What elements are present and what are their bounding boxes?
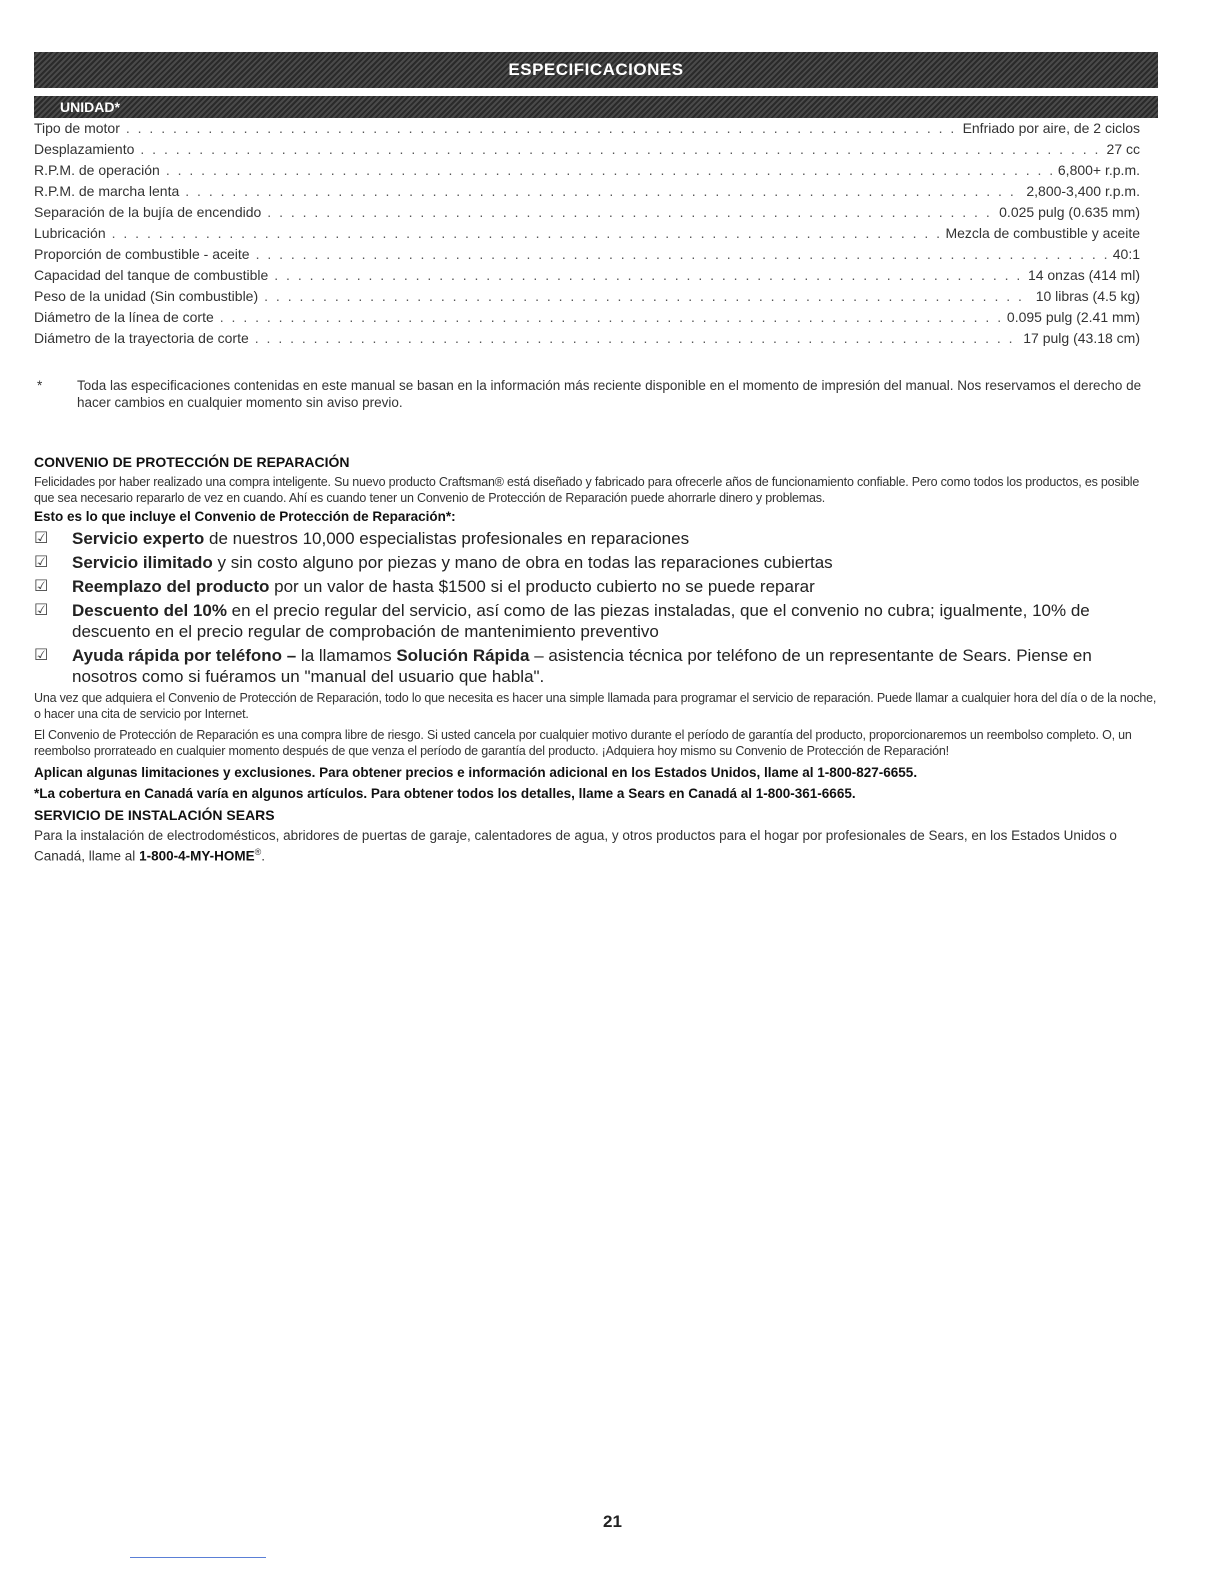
limitations-notice: Aplican algunas limitaciones y exclusiones. Para obtener precios e información adicional en los Estados Unidos, llame al 1-800-827-6655. <box>34 765 918 780</box>
spec-value: Enfriado por aire, de 2 ciclos <box>962 120 1140 136</box>
checkbox-icon: ☑ <box>34 602 49 619</box>
benefit-description: de nuestros 10,000 especialistas profesionales en reparaciones <box>204 529 690 548</box>
installation-title: SERVICIO DE INSTALACIÓN SEARS <box>34 807 275 823</box>
spec-label: R.P.M. de marcha lenta <box>34 183 180 199</box>
benefit-item <box>34 645 1158 687</box>
spec-leader-dots <box>255 328 1018 349</box>
spec-value: 40:1 <box>1112 246 1140 262</box>
footnote-text: Toda las especificaciones contenidas en este manual se basan en la información más reciente disponible en el momento de impresión del manual. Nos reservamos el derecho de hacer cambios en cualquier momento sin aviso previo. <box>77 378 1142 410</box>
benefit-title: Descuento del 10% <box>72 601 227 620</box>
footnote-marker: * <box>37 378 43 393</box>
includes-heading: Esto es lo que incluye el Convenio de Protección de Reparación*: <box>34 509 456 524</box>
spec-value: 6,800+ r.p.m. <box>1057 162 1140 178</box>
installation-body: Para la instalación de electrodomésticos, abridores de puertas de garaje, calentadores de agua, y otros productos para el hogar por profesionales de Sears, en los Estados Unidos o Canadá, llame al <box>34 828 1117 864</box>
spec-value: 0.025 pulg (0.635 mm) <box>999 204 1140 220</box>
benefit-title: Servicio experto <box>72 529 205 548</box>
benefit-title: Ayuda rápida por teléfono – <box>72 646 297 665</box>
installation-text <box>34 827 1158 865</box>
installation-phone: 1-800-4-MY-HOME <box>139 848 255 864</box>
checkbox-icon: ☑ <box>34 647 49 664</box>
checkbox-icon: ☑ <box>34 578 49 595</box>
spec-leader-dots <box>264 286 1030 307</box>
spec-leader-dots <box>166 160 1052 181</box>
spec-value: 2,800-3,400 r.p.m. <box>1026 183 1140 199</box>
page-number: 21 <box>603 1512 622 1531</box>
spec-row <box>34 307 1140 328</box>
spec-label: Proporción de combustible - aceite <box>34 246 250 262</box>
spec-leader-dots <box>112 223 940 244</box>
spec-label: Lubricación <box>34 225 106 241</box>
benefit-title: Servicio ilimitado <box>72 553 213 572</box>
spec-row <box>34 202 1140 223</box>
spec-value: 27 cc <box>1106 141 1140 157</box>
benefit-text <box>72 576 1152 597</box>
benefit-description: y sin costo alguno por piezas y mano de obra en todas las reparaciones cubiertas <box>212 553 833 572</box>
spec-label: Diámetro de la línea de corte <box>34 309 214 325</box>
spec-row <box>34 286 1140 307</box>
benefit-text <box>72 552 1152 573</box>
spec-value: 17 pulg (43.18 cm) <box>1023 330 1140 346</box>
spec-row <box>34 328 1140 349</box>
spec-row <box>34 244 1140 265</box>
benefits-list <box>34 528 1158 687</box>
spec-label: Capacidad del tanque de combustible <box>34 267 269 283</box>
benefit-description: la llamamos <box>296 646 397 665</box>
registered-mark: ® <box>254 847 262 857</box>
convenio-paragraph-2: El Convenio de Protección de Reparación es una compra libre de riesgo. Si usted cancela por cualquier motivo durante el período de garantía del producto, proporcionaremos un reembolso completo. O, un reembolso prorrateado en cualquier momento después de que venza el período de garantía del producto. ¡Adquiera hoy mismo su Convenio de Protección de Reparación! <box>34 728 1132 758</box>
benefit-description: por un valor de hasta $1500 si el producto cubierto no se puede reparar <box>269 577 815 596</box>
benefit-item <box>34 552 1158 573</box>
benefit-highlight: Solución Rápida <box>396 646 530 665</box>
unit-section-bar: UNIDAD* <box>34 96 1158 118</box>
spec-label: Tipo de motor <box>34 120 120 136</box>
spec-leader-dots <box>140 139 1100 160</box>
spec-label: Separación de la bujía de encendido <box>34 204 262 220</box>
benefit-title: Reemplazo del producto <box>72 577 270 596</box>
spec-row <box>34 265 1140 286</box>
footnote <box>34 377 1158 411</box>
benefit-text <box>72 645 1152 687</box>
checkbox-icon: ☑ <box>34 530 49 547</box>
checkbox-icon: ☑ <box>34 554 49 571</box>
benefit-item <box>34 600 1158 642</box>
convenio-title: CONVENIO DE PROTECCIÓN DE REPARACIÓN <box>34 454 350 470</box>
specifications-banner: ESPECIFICACIONES <box>34 52 1158 88</box>
spec-value: 14 onzas (414 ml) <box>1027 267 1140 283</box>
benefit-item <box>34 528 1158 549</box>
benefit-text <box>72 528 1152 549</box>
spec-leader-dots <box>185 181 1020 202</box>
benefit-description: en el precio regular del servicio, así como de las piezas instaladas, que el convenio no cubra; igualmente, 10% de descuento en el precio regular de comprobación de mantenimiento preventivo <box>72 601 1090 641</box>
installation-end: . <box>261 848 265 864</box>
convenio-paragraph-1: Una vez que adquiera el Convenio de Protección de Reparación, todo lo que necesita es hacer una simple llamada para programar el servicio de reparación. Puede llamar a cualquier hora del día o de la noche, o hacer una cita de servicio por Internet. <box>34 691 1157 721</box>
spec-label: Peso de la unidad (Sin combustible) <box>34 288 259 304</box>
spec-row <box>34 118 1140 139</box>
spec-list <box>34 118 1140 349</box>
spec-row <box>34 160 1140 181</box>
spec-leader-dots <box>274 265 1022 286</box>
benefit-item <box>34 576 1158 597</box>
spec-value: Mezcla de combustible y aceite <box>945 225 1140 241</box>
spec-row <box>34 223 1140 244</box>
spec-leader-dots <box>267 202 993 223</box>
spec-leader-dots <box>256 244 1107 265</box>
spec-leader-dots <box>126 118 957 139</box>
convenio-intro: Felicidades por haber realizado una compra inteligente. Su nuevo producto Craftsman® está diseñado y fabricado para ofrecerle años de funcionamiento confiable. Pero como todos los productos, es posible que sea necesario repararlo de vez en cuando. Ahí es cuando tener un Convenio de Protección de Reparación puede ahorrarle dinero y problemas. <box>34 475 1140 505</box>
canada-notice: *La cobertura en Canadá varía en algunos artículos. Para obtener todos los detalles, llame a Sears en Canadá al 1-800-361-6665. <box>34 786 856 801</box>
benefit-description-2: – asistencia técnica por teléfono de un representante de Sears. Piense en nosotros como si fuéramos un "manual del usuario que habla". <box>72 646 1092 686</box>
spec-leader-dots <box>220 307 1001 328</box>
spec-label: Desplazamiento <box>34 141 135 157</box>
page-content <box>34 52 1158 865</box>
spec-label: R.P.M. de operación <box>34 162 160 178</box>
spec-row <box>34 181 1140 202</box>
spec-row <box>34 139 1140 160</box>
spec-value: 0.095 pulg (2.41 mm) <box>1006 309 1140 325</box>
spec-value: 10 libras (4.5 kg) <box>1035 288 1140 304</box>
bottom-rule <box>130 1557 266 1558</box>
benefit-text <box>72 600 1152 642</box>
spec-label: Diámetro de la trayectoria de corte <box>34 330 249 346</box>
